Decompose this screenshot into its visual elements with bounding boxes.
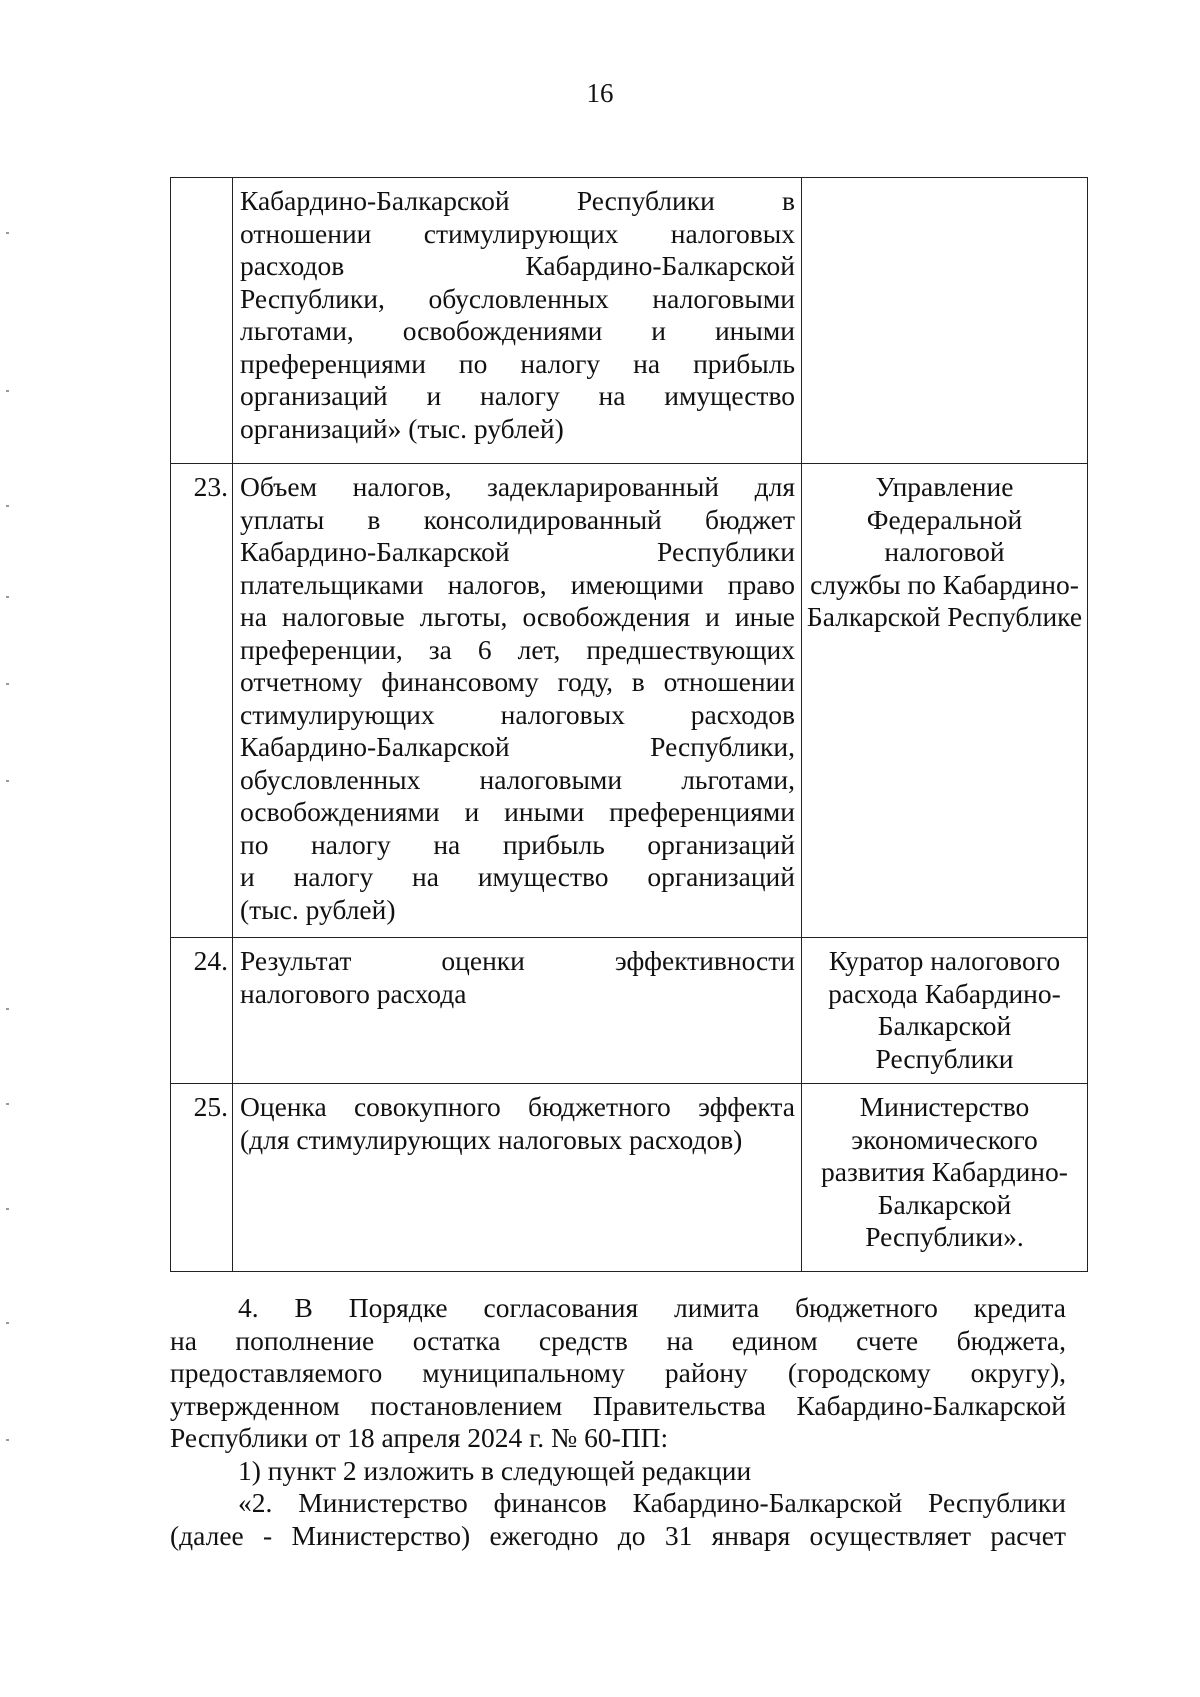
body-text-line: «2. Министерство финансов Кабардино-Балкарской Республики [238, 1487, 1066, 1518]
responsible-line: Балкарской Республики [875, 1010, 1014, 1074]
responsible-line: Министерство [859, 1091, 1030, 1122]
description-line: и налогу на имущество организаций [240, 861, 795, 892]
description-line: по налогу на прибыль организаций [240, 828, 795, 860]
body-text-line: 1) пункт 2 изложить в следующей редакции [238, 1454, 752, 1486]
page-number: 16 [586, 78, 614, 108]
scan-mark [6, 232, 9, 234]
scan-mark [6, 1322, 9, 1324]
responsible-body [802, 464, 1088, 938]
body-text-line: предоставляемого муниципальному району (городскому округу), [170, 1357, 1066, 1388]
indicator-description [233, 464, 802, 938]
description-line: Кабардино-Балкарской Республики в [240, 185, 795, 216]
body-text-line: 4. В Порядке согласования лимита бюджетного кредита [238, 1292, 1066, 1323]
description-line: отчетному финансовому году, в отношении [240, 666, 795, 697]
responsible-line: Балкарской [877, 1188, 1012, 1220]
scan-mark [6, 1208, 9, 1210]
description-line: преференции, за 6 лет, предшествующих [240, 633, 795, 665]
description-line: (для стимулирующих налоговых расходов) [240, 1123, 743, 1155]
table-row [171, 178, 1088, 464]
description-line: (тыс. рублей) [240, 893, 396, 925]
description-line: на налоговые льготы, освобождения и иные [240, 601, 795, 632]
description-line: отношении стимулирующих налоговых [240, 217, 795, 249]
description-line: Кабардино-Балкарской Республики [240, 536, 795, 567]
indicator-description [233, 1084, 802, 1272]
table-row [171, 938, 1088, 1084]
responsible-line: расхода Кабардино- [828, 977, 1061, 1009]
row-number [171, 178, 233, 464]
scan-mark [6, 1103, 9, 1105]
responsible-line: развития Кабардино- [821, 1156, 1068, 1187]
responsible-line: экономического [851, 1123, 1038, 1155]
responsible-body [802, 178, 1088, 464]
description-line: Кабардино-Балкарской Республики, [240, 731, 795, 762]
description-line: организаций» (тыс. рублей) [240, 412, 564, 444]
description-line: обусловленных налоговыми льготами, [240, 763, 795, 795]
description-line: Результат оценки эффективности [240, 945, 795, 976]
responsible-body [802, 1084, 1088, 1272]
row-number: 25. [171, 1084, 233, 1272]
scan-mark [6, 1008, 9, 1010]
scan-mark [6, 1439, 9, 1441]
scan-mark [6, 596, 9, 598]
responsible-line: Куратор налогового [828, 945, 1061, 976]
description-line: организаций и налогу на имущество [240, 380, 795, 411]
responsible-line: Республики». [865, 1221, 1024, 1252]
description-line: преференциями по налогу на прибыль [240, 347, 795, 379]
body-paragraph [170, 1292, 1066, 1552]
scan-mark [6, 390, 9, 392]
description-line: освобождениями и иными преференциями [240, 796, 795, 827]
indicator-description [233, 938, 802, 1084]
body-text-line: Республики от 18 апреля 2024 г. № 60-ПП: [170, 1422, 669, 1453]
responsible-line: Федеральной налоговой [866, 503, 1023, 567]
responsible-line: Управление [875, 471, 1014, 502]
body-text-line: на пополнение остатка средств на едином счете бюджета, [170, 1324, 1066, 1356]
body-text-line: утвержденном постановлением Правительства Кабардино-Балкарской [170, 1389, 1066, 1421]
table-row [171, 464, 1088, 938]
description-line: Оценка совокупного бюджетного эффекта [240, 1091, 795, 1122]
scan-mark [6, 683, 9, 685]
responsible-line: службы по Кабардино- [810, 568, 1079, 600]
description-line: Объем налогов, задекларированный для [240, 471, 795, 502]
scan-mark [6, 780, 9, 782]
description-line: уплаты в консолидированный бюджет [240, 503, 795, 535]
responsible-line: Балкарской Республике [806, 601, 1083, 632]
row-number: 23. [171, 464, 233, 938]
responsible-body [802, 938, 1088, 1084]
table-row [171, 1084, 1088, 1272]
description-line: Республики, обусловленных налоговыми [240, 282, 795, 314]
description-line: плательщиками налогов, имеющими право [240, 568, 795, 600]
table-body [171, 178, 1088, 1272]
description-line: расходов Кабардино-Балкарской [240, 250, 795, 281]
scan-mark [6, 505, 9, 507]
description-line: налогового расхода [240, 977, 467, 1009]
indicators-table [170, 177, 1088, 1272]
description-line: льготами, освобождениями и иными [240, 315, 795, 346]
row-number: 24. [171, 938, 233, 1084]
description-line: стимулирующих налоговых расходов [240, 698, 795, 730]
indicator-description [233, 178, 802, 464]
body-text-line: (далее - Министерство) ежегодно до 31 января осуществляет расчет [170, 1519, 1066, 1551]
